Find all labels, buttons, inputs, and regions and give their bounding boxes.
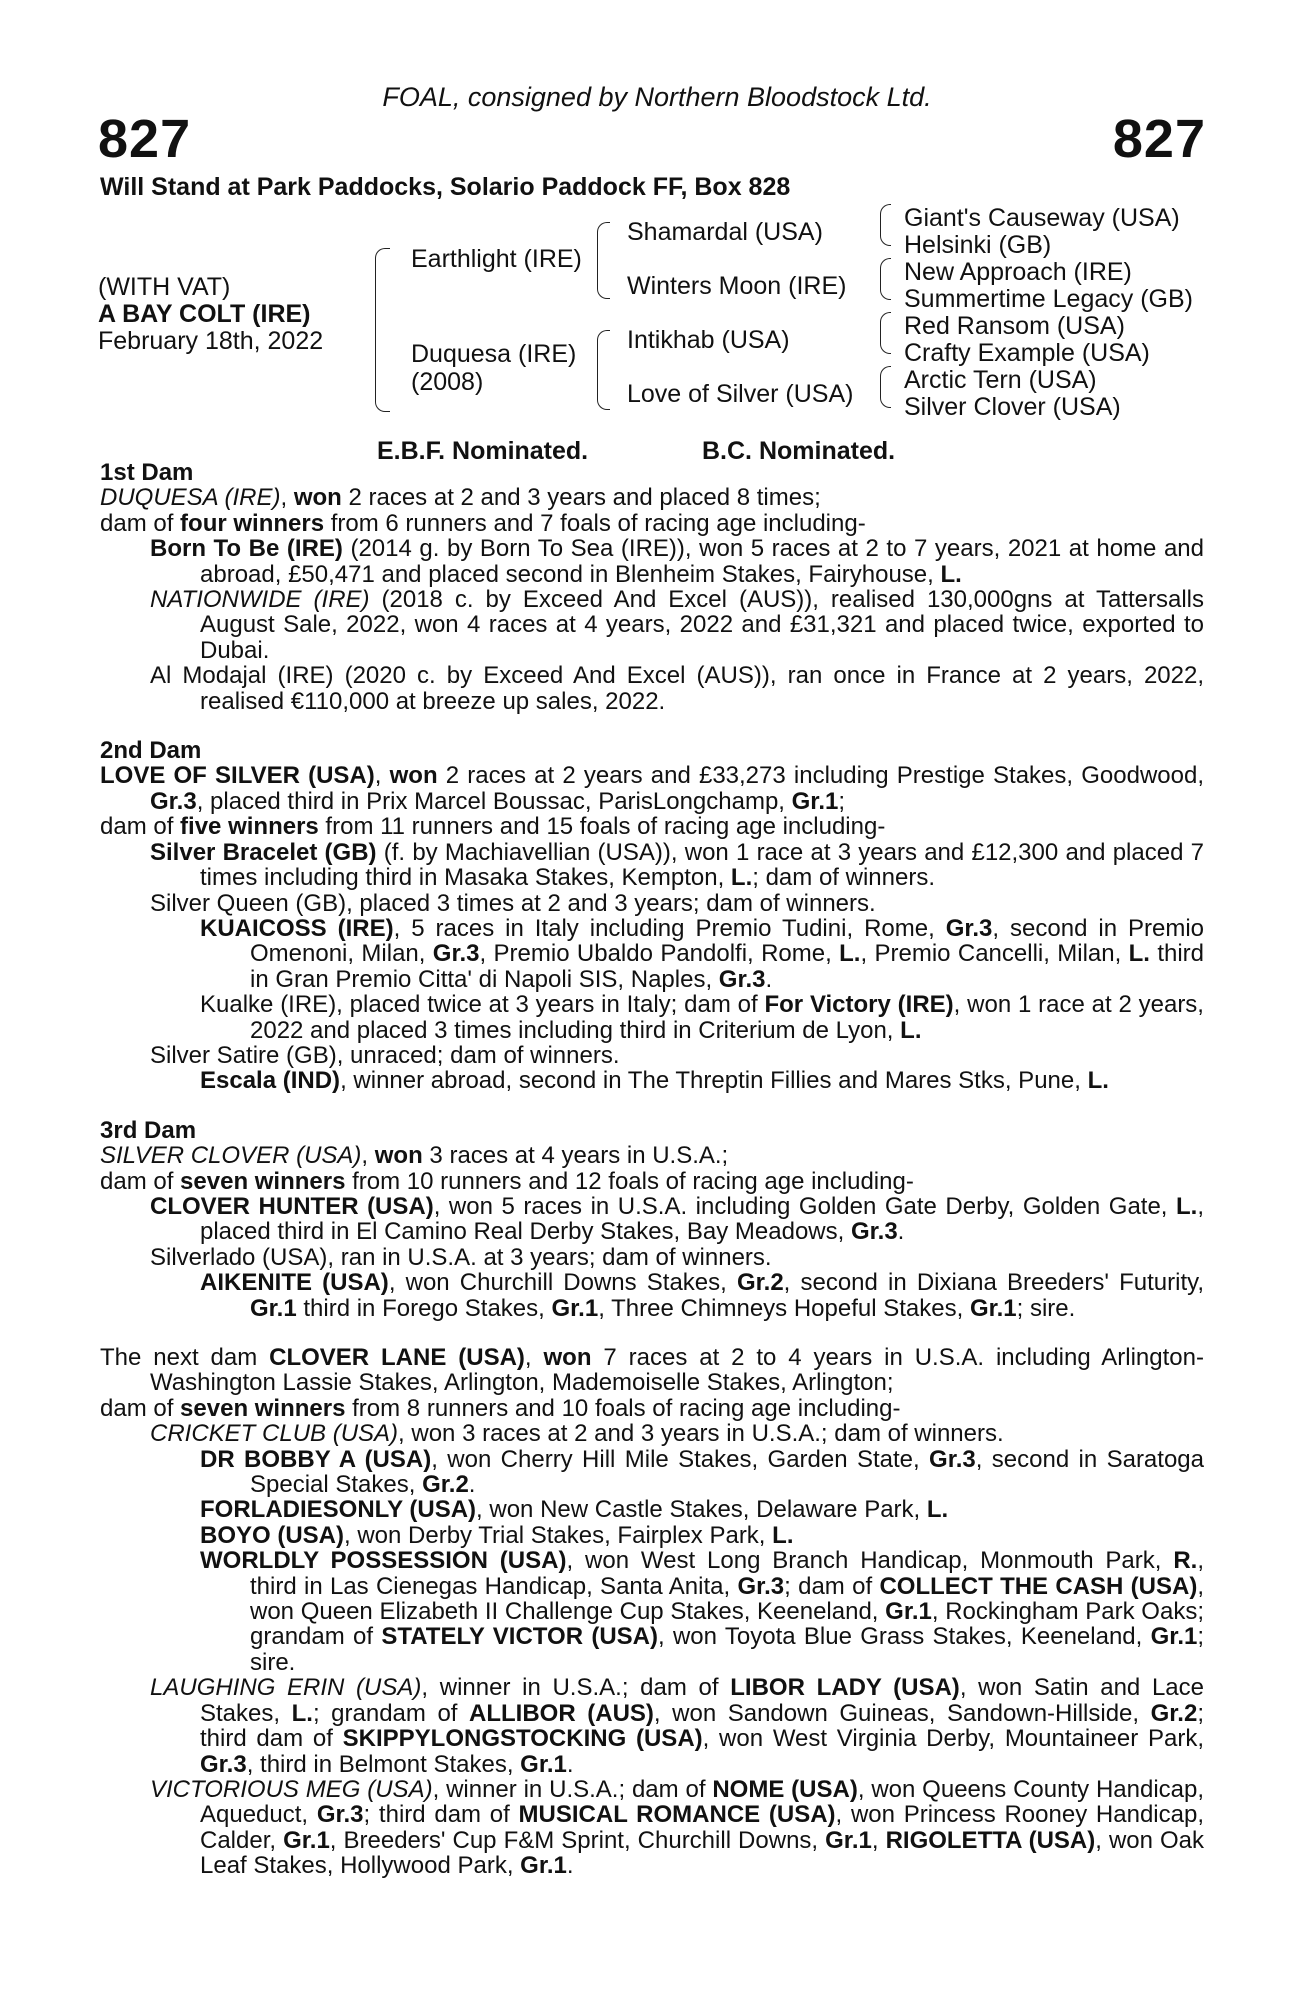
dam-year: (2008) <box>411 368 484 396</box>
second-dam-produce-1: Silver Bracelet (GB) (f. by Machiavellian (USA)), won 1 race at 3 years and £12,300 and placed 7 times including third in Masaka Stakes, Kempton, L.; dam of winners. <box>150 838 1205 892</box>
pedigree-brace-sd <box>880 258 891 300</box>
lot-number-right: 827 <box>1112 109 1206 169</box>
first-dam-intro: DUQUESA (IRE), won 2 races at 2 and 3 years and placed 8 times; <box>100 484 821 512</box>
lot-title: A BAY COLT (IRE) <box>98 300 311 328</box>
dam-name: Duquesa (IRE) <box>411 340 577 368</box>
pedigree-brace-sire <box>597 222 610 299</box>
second-dam-grandproduce-3: Escala (IND), winner abroad, second in The Threptin Fillies and Mares Stks, Pune, L. <box>200 1067 1109 1095</box>
sire-dam: Winters Moon (IRE) <box>627 272 847 300</box>
catalogue-body <box>100 460 1204 1879</box>
second-dam-produce-2: Silver Queen (GB), placed 3 times at 2 and 3 years; dam of winners. <box>150 889 876 917</box>
dam-sire-sire: Red Ransom (USA) <box>904 312 1125 340</box>
ebf-nomination: E.B.F. Nominated. <box>377 437 589 465</box>
dam-dam-dam: Silver Clover (USA) <box>904 393 1121 421</box>
dam-sire-dam: Crafty Example (USA) <box>904 339 1150 367</box>
second-dam-produce-3: Silver Satire (GB), unraced; dam of winners. <box>150 1041 620 1069</box>
first-dam-produce-summary: dam of four winners from 6 runners and 7 foals of racing age including- <box>100 509 866 537</box>
next-dam-grandproduce-1: DR BOBBY A (USA), won Cherry Hill Mile Stakes, Garden State, Gr.3, second in Saratoga Special Stakes, Gr.2. <box>200 1445 1204 1499</box>
pedigree-brace-dam <box>597 330 610 410</box>
next-dam-grandproduce-3: BOYO (USA), won Derby Trial Stakes, Fairplex Park, L. <box>200 1521 794 1549</box>
lot-number-left: 827 <box>98 109 192 169</box>
next-dam-grandproduce-2: FORLADIESONLY (USA), won New Castle Stakes, Delaware Park, L. <box>200 1496 949 1524</box>
sire-sire-sire: Giant's Causeway (USA) <box>904 204 1180 232</box>
next-dam-intro: The next dam CLOVER LANE (USA), won 7 races at 2 to 4 years in U.S.A. including Arlington-Washington Lassie Stakes, Arlington, Mademoiselle Stakes, Arlington; <box>100 1344 1204 1397</box>
third-dam-produce-1: CLOVER HUNTER (USA), won 5 races in U.S.A. including Golden Gate Derby, Golden Gate, L., placed third in El Camino Real Derby Stakes, Bay Meadows, Gr.3. <box>150 1192 1205 1246</box>
sire-sire: Shamardal (USA) <box>627 218 823 246</box>
pedigree-brace-ss <box>880 204 891 246</box>
first-dam-heading: 1st Dam <box>100 459 194 486</box>
pedigree-brace-ds <box>880 312 891 354</box>
dam-dam-sire: Arctic Tern (USA) <box>904 366 1097 394</box>
dam-dam: Love of Silver (USA) <box>627 380 854 408</box>
next-dam-produce-2: LAUGHING ERIN (USA), winner in U.S.A.; dam of LIBOR LADY (USA), won Satin and Lace Stakes, L.; grandam of ALLIBOR (AUS), won Sandown Guineas, Sandown-Hillside, Gr.2; third dam of SKIPPYLONGSTOCKING (USA), won West Virginia Derby, Mountaineer Park, Gr.3, third in Belmont Stakes, Gr.1. <box>150 1674 1205 1778</box>
sire-dam-sire: New Approach (IRE) <box>904 258 1132 286</box>
first-dam-produce-2: NATIONWIDE (IRE) (2018 c. by Exceed And Excel (AUS)), realised 130,000gns at Tattersalls August Sale, 2022, won 4 races at 4 years, 2022 and £31,321 and placed twice, exported to Dubai. <box>150 586 1204 664</box>
next-dam-produce-3: VICTORIOUS MEG (USA), winner in U.S.A.; dam of NOME (USA), won Queens County Handicap, Aqueduct, Gr.3; third dam of MUSICAL ROMANCE (USA), won Princess Rooney Handicap, Calder, Gr.1, Breeders' Cup F&M Sprint, Churchill Downs, Gr.1, RIGOLETTA (USA), won Oak Leaf Stakes, Hollywood Park, Gr.1. <box>150 1775 1205 1880</box>
pedigree-brace-dd <box>880 366 891 408</box>
second-dam-grandproduce-2: Kualke (IRE), placed twice at 3 years in Italy; dam of For Victory (IRE), won 1 race at 2 years, 2022 and placed 3 times including third in Criterium de Lyon, L. <box>200 991 1204 1044</box>
sire-dam-dam: Summertime Legacy (GB) <box>904 285 1193 313</box>
dam-sire: Intikhab (USA) <box>627 326 790 354</box>
third-dam-grandproduce-1: AIKENITE (USA), won Churchill Downs Stakes, Gr.2, second in Dixiana Breeders' Futurity, Gr.1 third in Forego Stakes, Gr.1, Three Chimneys Hopeful Stakes, Gr.1; sire. <box>200 1269 1205 1322</box>
consignment-line: FOAL, consigned by Northern Bloodstock Ltd. <box>382 82 932 112</box>
first-dam-produce-1: Born To Be (IRE) (2014 g. by Born To Sea (IRE)), won 5 races at 2 to 7 years, 2021 at home and abroad, £50,471 and placed second in Blenheim Stakes, Fairyhouse, L. <box>150 535 1204 588</box>
stand-location: Will Stand at Park Paddocks, Solario Paddock FF, Box 828 <box>100 173 791 201</box>
vat-note: (WITH VAT) <box>98 273 231 301</box>
pedigree-brace-main <box>375 248 390 412</box>
second-dam-heading: 2nd Dam <box>100 737 202 765</box>
third-dam-produce-summary: dam of seven winners from 10 runners and 12 foals of racing age including- <box>100 1167 914 1195</box>
second-dam-grandproduce-1: KUAICOSS (IRE), 5 races in Italy including Premio Tudini, Rome, Gr.3, second in Premio Omenoni, Milan, Gr.3, Premio Ubaldo Pandolfi, Rome, L., Premio Cancelli, Milan, L. third in Gran Premio Citta' di Napoli SIS, Naples, Gr.3. <box>200 914 1205 993</box>
third-dam-heading: 3rd Dam <box>100 1116 197 1144</box>
first-dam-produce-3: Al Modajal (IRE) (2020 c. by Exceed And Excel (AUS)), ran once in France at 2 years, 2022, realised €110,000 at breeze up sales, 2022. <box>150 662 1204 715</box>
third-dam-intro: SILVER CLOVER (USA), won 3 races at 4 years in U.S.A.; <box>100 1142 729 1170</box>
foaling-date: February 18th, 2022 <box>98 327 324 355</box>
sire-name: Earthlight (IRE) <box>411 245 582 273</box>
third-dam-produce-2: Silverlado (USA), ran in U.S.A. at 3 years; dam of winners. <box>150 1243 772 1271</box>
next-dam-produce-summary: dam of seven winners from 8 runners and 10 foals of racing age including- <box>100 1394 901 1422</box>
next-dam-produce-1: CRICKET CLUB (USA), won 3 races at 2 and 3 years in U.S.A.; dam of winners. <box>150 1420 1004 1448</box>
second-dam-produce-summary: dam of five winners from 11 runners and 15 foals of racing age including- <box>100 813 886 841</box>
sire-sire-dam: Helsinki (GB) <box>904 231 1052 259</box>
second-dam-intro: LOVE OF SILVER (USA), won 2 races at 2 years and £33,273 including Prestige Stakes, Goodwood, Gr.3, placed third in Prix Marcel Boussac, ParisLongchamp, Gr.1; <box>100 762 1204 815</box>
bc-nomination: B.C. Nominated. <box>702 437 896 465</box>
next-dam-grandproduce-4: WORLDLY POSSESSION (USA), won West Long Branch Handicap, Monmouth Park, R., third in Las Cienegas Handicap, Santa Anita, Gr.3; dam of COLLECT THE CASH (USA), won Queen Elizabeth II Challenge Cup Stakes, Keeneland, Gr.1, Rockingham Park Oaks; grandam of STATELY VICTOR (USA), won Toyota Blue Grass Stakes, Keeneland, Gr.1; sire. <box>200 1547 1205 1676</box>
